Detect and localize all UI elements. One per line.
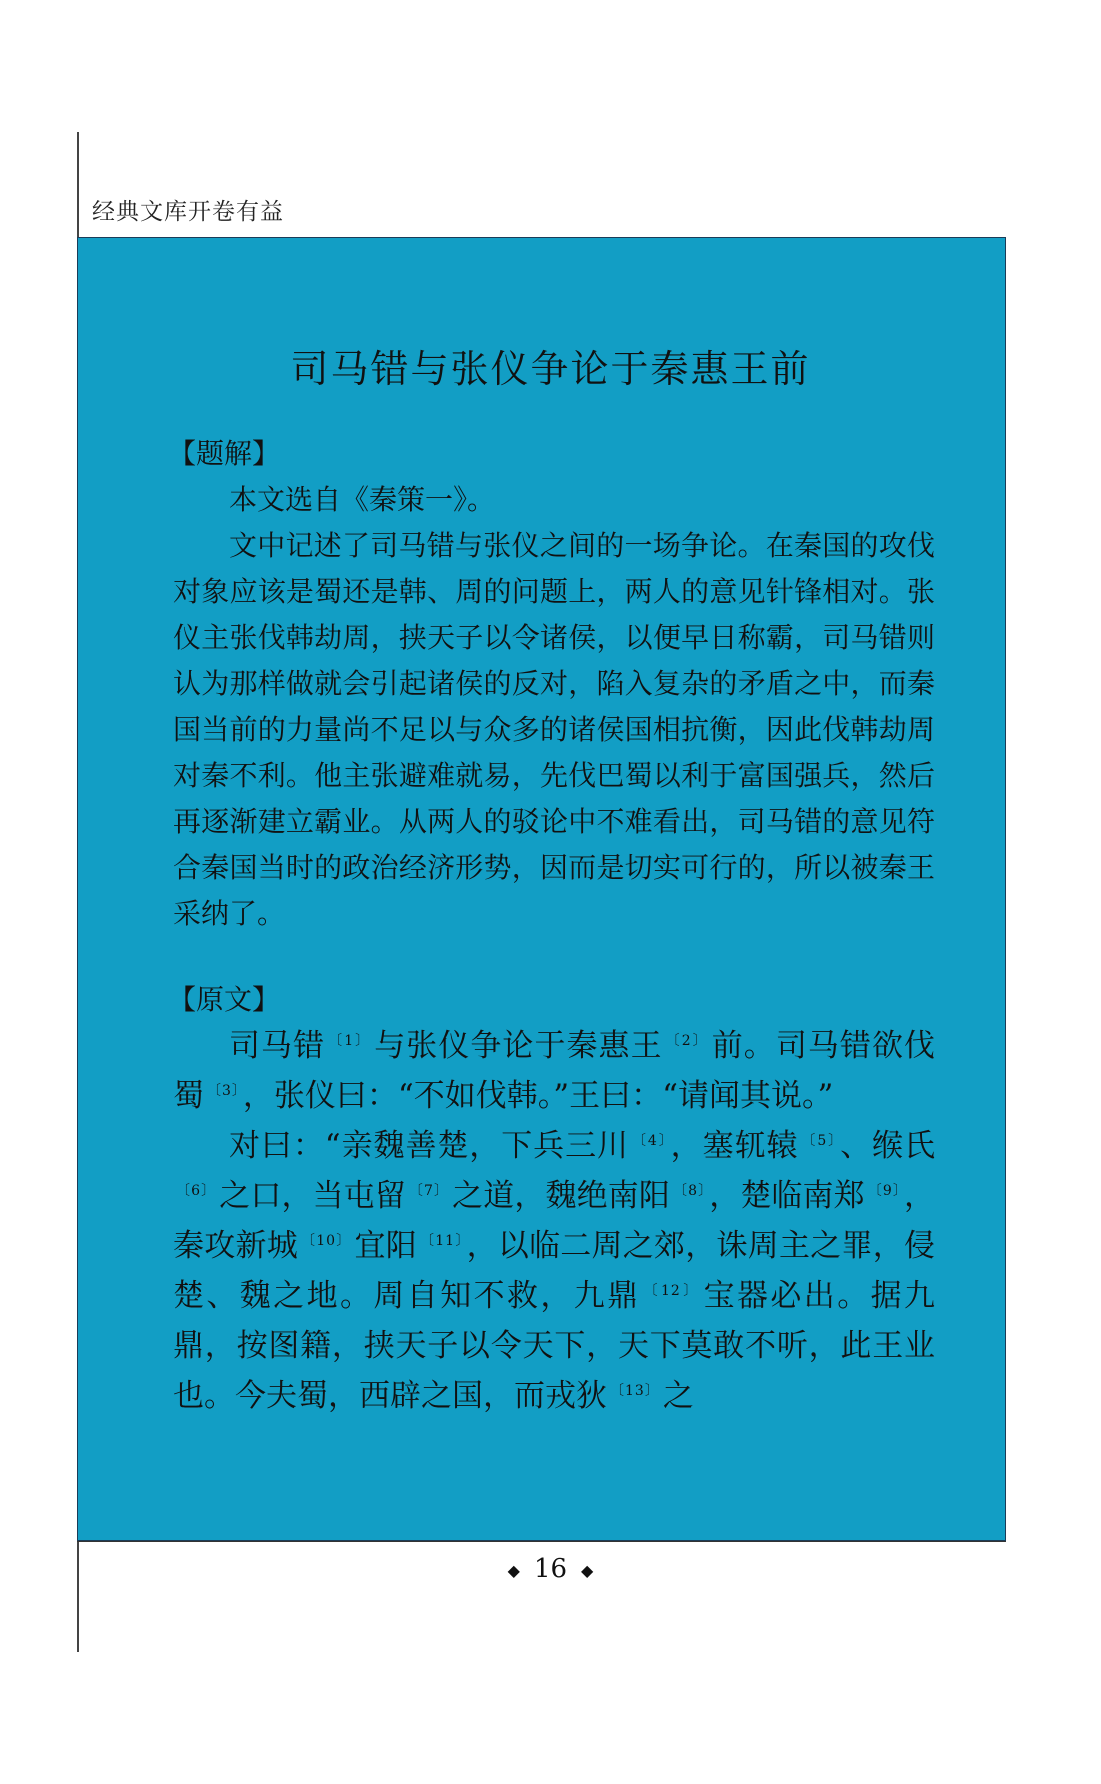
panel-bottom-rule <box>77 1541 1006 1542</box>
footnote-marker: 〔13〕 <box>610 1382 660 1399</box>
original-heading: 【原文】 <box>168 983 281 1016</box>
intro-paragraph: 本文选自《秦策一》。 <box>229 483 496 516</box>
text-run: 之 <box>662 1378 694 1414</box>
article-title: 司马错与张仪争论于秦惠王前 <box>290 347 811 391</box>
footnote-marker: 〔7〕 <box>408 1182 450 1199</box>
footnote-marker: 〔1〕 <box>328 1032 372 1049</box>
footnote-marker: 〔6〕 <box>176 1182 217 1199</box>
footnote-marker: 〔2〕 <box>665 1032 709 1049</box>
text-run: ，张仪曰：“不如伐韩。”王曰：“请闻其说。” <box>242 1078 834 1114</box>
original-paragraph <box>173 1121 935 1421</box>
text-run: ，塞𫐄辕 <box>670 1128 799 1164</box>
text-run: 、缑氏 <box>840 1128 935 1164</box>
text-run: 宜阳 <box>354 1228 418 1264</box>
footnote-marker: 〔10〕 <box>300 1232 352 1249</box>
text-run: 与张仪争论于秦惠王 <box>374 1028 663 1064</box>
diamond-icon: ◆ <box>507 1560 520 1580</box>
text-run: 宝器必出。据九鼎，按图籍，挟天子以令天下，天下莫敢不听，此王业也。今夫蜀，西辟之国，而戎狄 <box>173 1278 936 1414</box>
intro-heading: 【题解】 <box>168 437 281 470</box>
footnote-marker: 〔8〕 <box>672 1182 707 1199</box>
diamond-icon: ◆ <box>581 1560 594 1580</box>
footnote-marker: 〔5〕 <box>801 1132 838 1149</box>
intro-body <box>173 477 935 937</box>
series-title: 经典文库开卷有益 <box>92 199 284 225</box>
page-footer <box>0 1554 1101 1584</box>
text-run: ，秦攻新城 <box>173 1178 936 1264</box>
intro-paragraph: 文中记述了司马错与张仪之间的一场争论。在秦国的攻伐对象应该是蜀还是韩、周的问题上，两人的意见针锋相对。张仪主张伐韩劫周，挟天子以令诸侯，以便早日称霸，司马错则认为那样做就会引起诸侯的反对，陷入复杂的矛盾之中，而秦国当前的力量尚不足以与众多的诸侯国相抗衡，因此伐韩劫周对秦不利。他主张避难就易，先伐巴蜀以利于富国强兵，然后再逐渐建立霸业。从两人的驳论中不难看出，司马错的意见符合秦国当时的政治经济形势，因而是切实可行的，所以被秦王采纳了。 <box>173 529 935 930</box>
text-run: 之口，当屯留 <box>219 1178 406 1214</box>
text-run: ，以临二周之郊，诛周主之罪，侵楚、魏之地。周自知不救，九鼎 <box>173 1228 935 1314</box>
original-paragraph <box>173 1021 935 1121</box>
text-run: 司马错 <box>229 1028 326 1064</box>
footnote-marker: 〔4〕 <box>631 1132 668 1149</box>
page-number: 16 <box>533 1554 568 1584</box>
footnote-marker: 〔9〕 <box>867 1182 902 1199</box>
footnote-marker: 〔12〕 <box>643 1282 701 1299</box>
footnote-marker: 〔3〕 <box>207 1082 240 1099</box>
text-run: 前。司马错欲伐蜀 <box>173 1028 936 1114</box>
footnote-marker: 〔11〕 <box>420 1232 464 1249</box>
original-body <box>173 1021 935 1421</box>
text-run: ，楚临南郑 <box>709 1178 865 1214</box>
text-run: 之道，魏绝南阳 <box>452 1178 670 1214</box>
text-run: 对曰：“亲魏善楚，下兵三川 <box>229 1128 629 1164</box>
